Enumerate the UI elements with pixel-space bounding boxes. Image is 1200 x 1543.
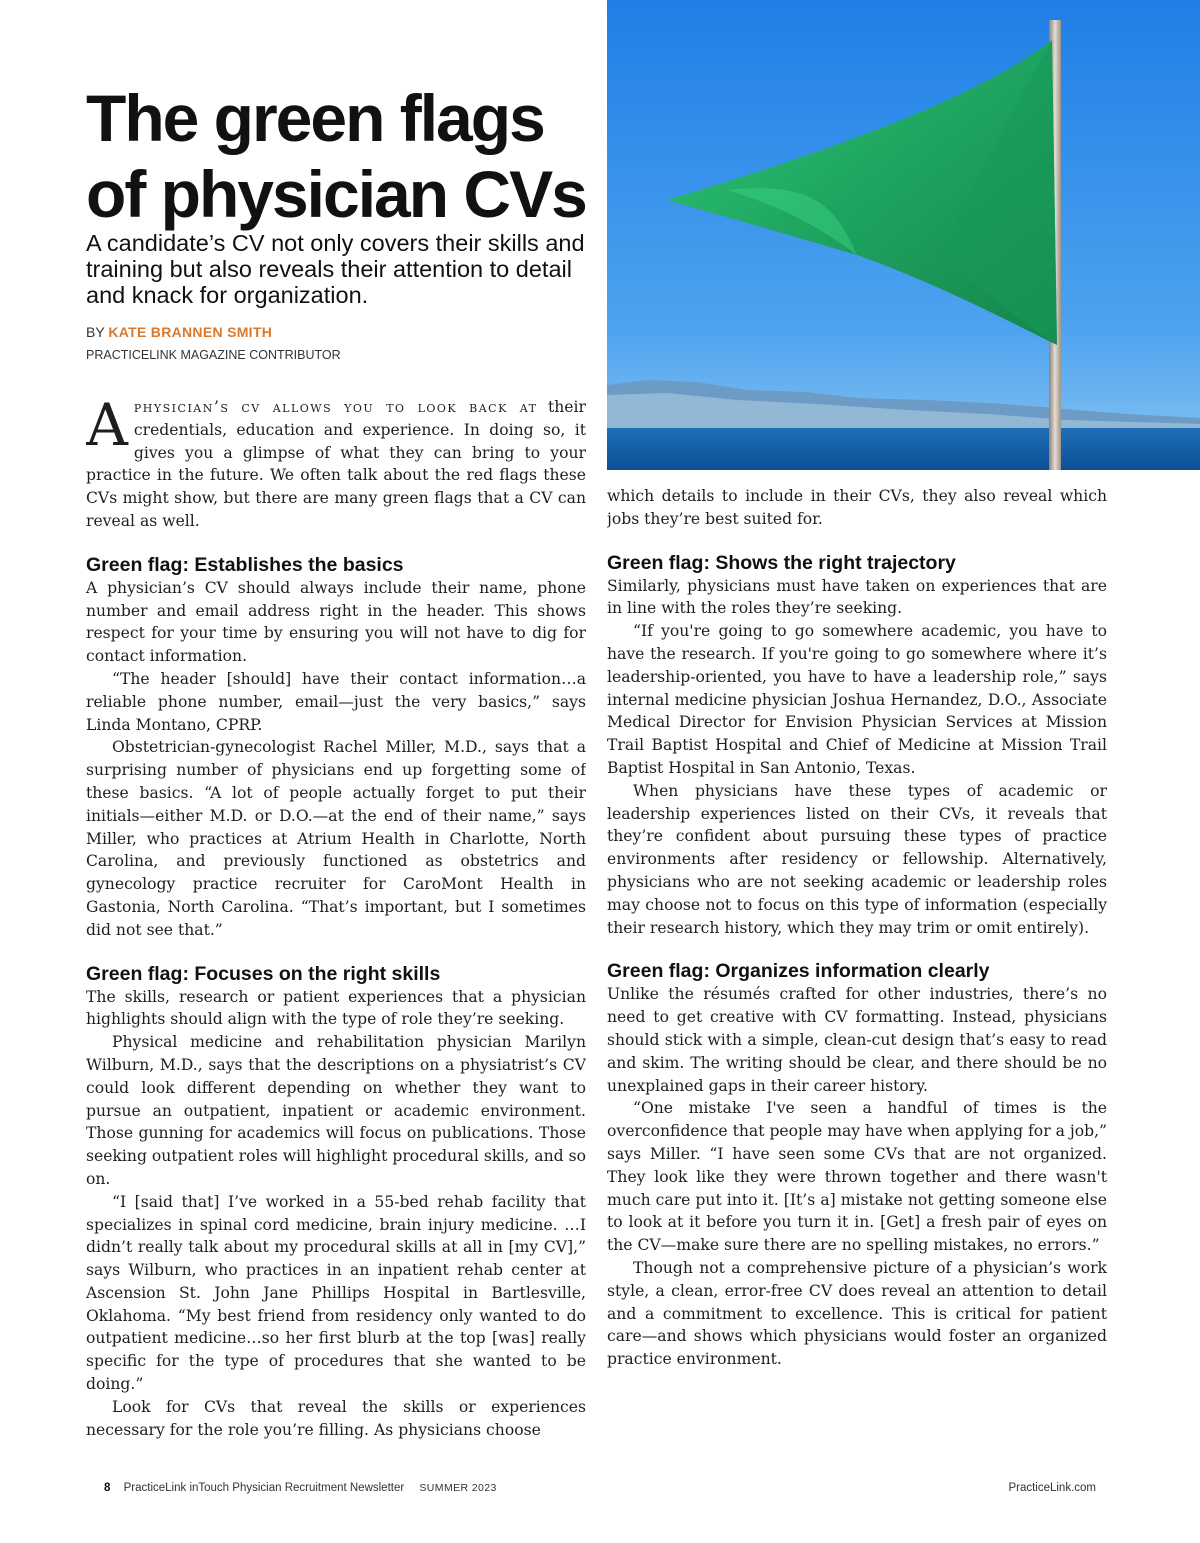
- paragraph: Obstetrician-gynecologist Rachel Miller, M.D., says that a surprising number of physicians end up forgetting some of these basics. “A lot of people actually forget to put their initials—either M.D. or D.O.—at the end of their name,” says Miller, who practices at Atrium Health in Charlotte, North Carolina, and previously functioned as obstetrics and gynecology practice recruiter for CaroMont Health in Gastonia, North Carolina. “That’s important, but I sometimes did not see that.”: [86, 738, 586, 939]
- website-url[interactable]: PracticeLink.com: [1008, 1482, 1096, 1494]
- paragraph: Look for CVs that reveal the skills or experiences necessary for the role you’re filling. As physicians choose: [86, 1397, 586, 1439]
- paragraph: “The header [should] have their contact information…a reliable phone number, email—just the very basics,” says Linda Montano, CPRP.: [86, 669, 586, 734]
- paragraph: “One mistake I've seen a handful of times is the overconfidence that people may have when applying for a job,” says Miller. “I have seen some CVs that are not organized. They look like they were thrown together and there wasn't much care put into it. [It’s a] mistake not getting someone else to look at it before you turn it in. [Get] a fresh pair of eyes on the CV—make sure there are no spelling mistakes, no errors.”: [607, 1099, 1107, 1255]
- paragraph: The skills, research or patient experiences that a physician highlights should align with the type of role they’re seeking.: [86, 987, 586, 1029]
- byline: [86, 324, 272, 340]
- paragraph: When physicians have these types of academic or leadership experiences listed on their CVs, it reveals that they’re confident about pursuing these types of practice environments after residency or fellowship. Alternatively, physicians who are not seeking academic or leadership roles may choose not to focus on this type of information (especially their research history, which they may trim or omit entirely).: [607, 781, 1107, 937]
- paragraph: Unlike the résumés crafted for other industries, there’s no need to get creative with CV formatting. Instead, physicians should stick with a simple, clean-cut design that’s easy to read and skim. The writing should be clear, and there should be no unexplained gaps in their career history.: [607, 985, 1107, 1095]
- paragraph: Physical medicine and rehabilitation physician Marilyn Wilburn, M.D., says that the descriptions on a physiatrist’s CV could look different depending on whether they want to pursue an outpatient, inpatient or academic environment. Those gunning for academics will focus on publications. Those seeking outpatient roles will highlight procedural skills, and so on.: [86, 1033, 586, 1188]
- sea: [607, 428, 1200, 470]
- lead-paragraph: [86, 396, 586, 533]
- author-name: KATE BRANNEN SMITH: [108, 324, 273, 340]
- continuation-paragraph: which details to include in their CVs, they also reveal which jobs they’re best suited for.: [607, 487, 1107, 528]
- lead-smallcaps: physician’s cv allows you to look back at: [133, 398, 538, 416]
- section-heading-basics: Green flag: Establishes the basics: [86, 553, 404, 576]
- publication-name: PracticeLink inTouch Physician Recruitment Newsletter: [123, 1482, 405, 1494]
- byline-prefix: BY: [86, 324, 105, 340]
- right-column: [607, 485, 1107, 1445]
- section-heading-trajectory: Green flag: Shows the right trajectory: [607, 551, 956, 574]
- article-deck: A candidate’s CV not only covers their skills and training but also reveals their attention to detail and knack for organization.: [86, 230, 585, 308]
- page-number: 8: [104, 1482, 111, 1494]
- page-footer: [104, 1482, 497, 1494]
- paragraph: A physician’s CV should always include their name, phone number and email address right in the header. This shows respect for your time by ensuring you will not have to dig for contact information.: [86, 578, 586, 666]
- lead-text: their credentials, education and experience. In doing so, it gives you a glimpse of what they can bring to your practice in the future. We often talk about the red flags these CVs might show, but there are many green flags that a CV can reveal as well.: [86, 398, 586, 530]
- paragraph: Similarly, physicians must have taken on experiences that are in line with the roles they’re seeking.: [607, 576, 1107, 618]
- author-role: PRACTICELINK MAGAZINE CONTRIBUTOR: [86, 348, 341, 362]
- left-column: [86, 396, 586, 1446]
- section-heading-skills: Green flag: Focuses on the right skills: [86, 962, 441, 985]
- flag-illustration: [607, 0, 1200, 470]
- paragraph: “If you're going to go somewhere academic, you have to have the research. If you're going to go somewhere where it’s leadership-oriented, you have to have a leadership role,” says internal medicine physician Joshua Hernandez, D.O., Associate Medical Director for Envision Physician Services at Mission Trail Baptist Hospital and Chief of Medicine at Mission Trail Baptist Hospital in San Antonio, Texas.: [607, 622, 1107, 777]
- article-title: The green flags of physician CVs: [86, 81, 586, 231]
- section-heading-organizes: Green flag: Organizes information clearly: [607, 960, 990, 983]
- issue-season: SUMMER 2023: [419, 1482, 497, 1494]
- green-flag-image: [607, 0, 1200, 470]
- paragraph: Though not a comprehensive picture of a physician’s work style, a clean, error-free CV does reveal an attention to detail and a commitment to excellence. This is critical for patient care—and shows which physicians would foster an organized practice environment.: [607, 1258, 1107, 1369]
- drop-cap: A: [86, 396, 128, 459]
- paragraph: “I [said that] I’ve worked in a 55-bed rehab facility that specializes in spinal cord medicine, brain injury medicine. …I didn’t really talk about my procedural skills at all in [my CV],” says Wilburn, who practices in an inpatient rehab center at Ascension St. John Jane Phillips Hospital in Bartlesville, Oklahoma. “My best friend from residency only wanted to do outpatient medicine…so her first blurb at the top [was] really specific for the type of procedures that she wanted to be doing.”: [86, 1192, 586, 1394]
